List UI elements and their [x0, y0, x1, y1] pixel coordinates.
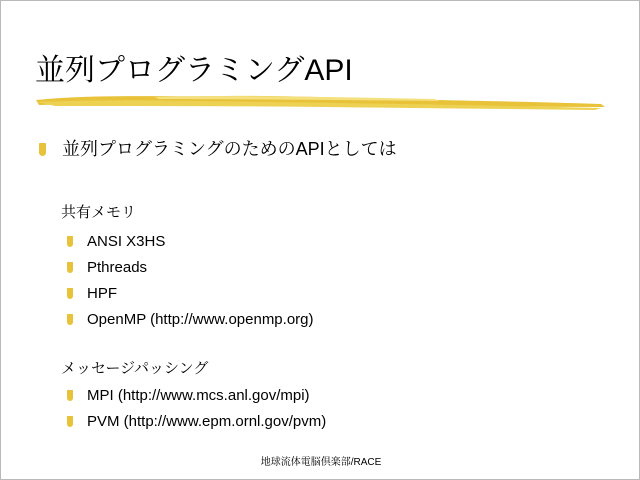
list-item [67, 412, 326, 431]
page-title: 並列プログラミングAPI [35, 54, 353, 87]
list-item [67, 232, 165, 251]
bullet-marker-icon [39, 143, 46, 156]
list-item [67, 284, 117, 303]
bullet-marker-icon [67, 262, 73, 273]
section-heading-message-passing: メッセージパッシング [61, 360, 209, 377]
list-item [67, 386, 310, 405]
list-item-label: Pthreads [87, 259, 148, 276]
bullet-label: 並列プログラミングのためのAPIとしては [62, 139, 397, 159]
list-item-label: MPI (http://www.mcs.anl.gov/mpi) [87, 387, 310, 404]
bullet-marker-icon [67, 236, 73, 247]
bullet-marker-icon [67, 288, 73, 299]
list-item [67, 258, 147, 277]
bullet-marker-icon [67, 390, 73, 401]
list-item [67, 310, 314, 329]
brush-underline-decoration [35, 91, 607, 113]
bullet-marker-icon [67, 416, 73, 427]
bullet-item-primary [39, 138, 397, 160]
list-item-label: PVM (http://www.epm.ornl.gov/pvm) [87, 413, 327, 430]
list-item-label: HPF [87, 285, 117, 302]
list-item-label: OpenMP (http://www.openmp.org) [87, 311, 314, 328]
list-item-label: ANSI X3HS [87, 233, 166, 250]
section-heading-shared-memory: 共有メモリ [61, 204, 137, 221]
bullet-marker-icon [67, 314, 73, 325]
slide-footer: 地球流体電脳倶楽部/RACE [260, 457, 382, 468]
